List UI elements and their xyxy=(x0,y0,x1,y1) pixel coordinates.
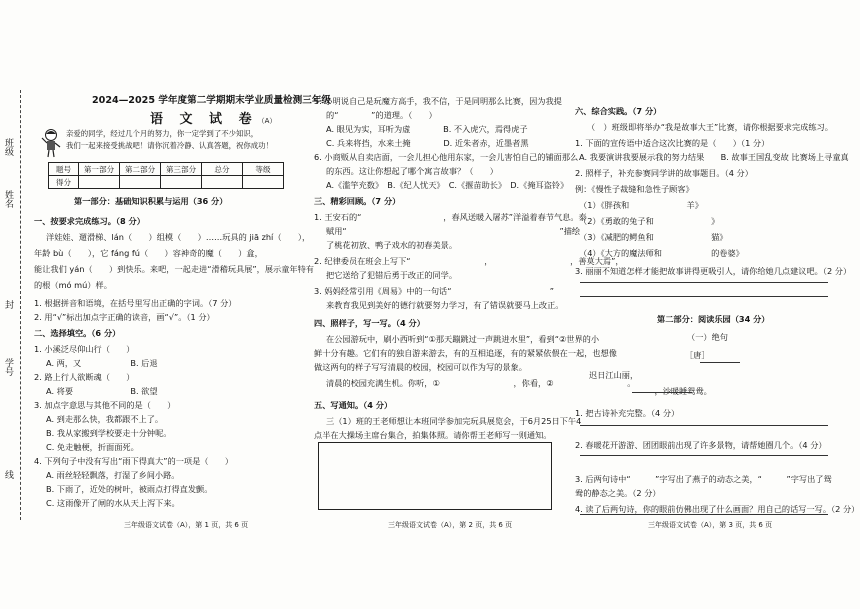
score-header-cell: 第二部分 xyxy=(120,163,161,176)
page-footer-1: 三年级语文试卷（A），第 1 页，共 6 页 xyxy=(124,521,249,529)
column-page-3 xyxy=(575,94,860,534)
q2-continued-line: 6. 小商贩从自卖店面，一会儿担心他用东家，一会儿害怕自己的铺面那么 xyxy=(314,152,579,162)
q3-line: 把它送给了犯错后勇于改正的同学。 xyxy=(326,270,458,280)
score-header-cell: 第一部分 xyxy=(79,163,120,176)
poem-author-blank[interactable] xyxy=(700,362,740,363)
q6-intro: （ ）班级即将举办“我是故事大王”比赛，请你根据要求完成练习。 xyxy=(587,122,833,132)
side-label-line: 线 xyxy=(3,470,13,479)
q1-heading: 一、按要求完成练习。（8 分） xyxy=(34,216,145,226)
poem-dynasty: ［唐］ xyxy=(685,350,710,360)
page-footer-3: 三年级语文试卷（A），第 3 页，共 6 页 xyxy=(648,521,773,529)
answer-line[interactable] xyxy=(580,296,828,297)
q3-line: 赋用“ ”描绘 xyxy=(326,226,581,236)
q2-continued-line: 的东西。这让你想起了哪个寓言故事？（ ） xyxy=(326,166,498,176)
q3-heading: 三、精彩回顾。（7 分） xyxy=(314,196,401,206)
side-label-class: 班级 xyxy=(3,138,13,156)
q6-line: （2）《勇敢的兔子和 》 xyxy=(579,216,720,226)
q6-line: （4）《大方的魔法师和 的卷婆》 xyxy=(579,248,744,258)
answer-line[interactable] xyxy=(580,425,828,426)
reading-question: 3. 后两句诗中“ ”字写出了燕子的动态之美，“ ”字写出了鸳 xyxy=(575,474,832,484)
q6-line: 1. 下面的宣传语中适合这次比赛的是（ ）（1 分） xyxy=(575,138,770,148)
q1-sub-1: 1. 根据拼音和语境，在括号里写出正确的字词。（7 分） xyxy=(34,298,237,308)
q3-line: 3. 妈妈经常引用《周易》中的一句话“ ” xyxy=(314,286,554,296)
q3-line: 2. 纪律委员在班会上写下“ ， ，善莫大焉”， xyxy=(314,256,624,266)
q6-line: 2. 照样子，补充参赛同学讲的故事题目。（4 分） xyxy=(575,168,753,178)
q2-line: 2. 路上行人欲断魂（ ） xyxy=(34,372,135,382)
passage-line: 洋娃娃、遛滑梯、lán（ ）组模（ ）……玩具的 jiā zhí（ ）， xyxy=(46,232,311,242)
exam-title: 2024—2025 学年度第二学期期末学业质量检测三年级 xyxy=(92,95,332,106)
binding-strip xyxy=(0,90,28,520)
notice-writing-box[interactable] xyxy=(318,442,552,510)
part2-heading: 第二部分：阅读乐园（34 分） xyxy=(657,314,770,324)
subject-title: 语 文 试 卷（A） xyxy=(150,112,277,127)
score-row-label: 得分 xyxy=(49,176,79,189)
column-page-1 xyxy=(34,80,314,520)
q2-line: 3. 加点字意思与其他不同的是（ ） xyxy=(34,400,176,410)
q2-line: C. 这雨像开了闸的水从天上泻下来。 xyxy=(46,498,180,508)
binding-dashed-line xyxy=(20,90,21,520)
q4-heading: 四、照样子，写一写。（4 分） xyxy=(314,318,425,328)
q6-line: A. 我要演讲我要展示我的努力结果 B. 故事王国乱变故 比赛场上寻童真 xyxy=(579,152,849,162)
q5-heading: 五、写通知。（4 分） xyxy=(314,400,393,410)
q5-text-line: 点半在大操场主席台集合，拍集体照。请你帮王老师写一则通知。 xyxy=(314,430,552,440)
passage-line: 能让我们 yán（ ）到快乐。来吧，一起走进“滑稽玩具展”，展示童年特有 xyxy=(34,264,314,274)
q3-line: 1. 王安石的“ ，春风送暖入屠苏”洋溢着春节气息。泰 xyxy=(314,212,587,222)
q6-line: （1）《胖孩和 羊》 xyxy=(579,200,703,210)
q2-heading: 二、选择填空。（6 分） xyxy=(34,328,121,338)
reading-section-title: （一）绝句 xyxy=(687,332,728,342)
passage-line: 年龄 bù（ ），它 fáng fú（ ）容神奇的魔（ ）盒， xyxy=(34,248,263,258)
q2-line: A. 雨丝轻轻飘落，打湿了乡间小路。 xyxy=(46,470,180,480)
q2-continued-line: 的“ ”的道理。（ ） xyxy=(326,110,437,120)
reading-question: 4. 读了后两句诗，你的眼前仿佛出现了什么画面？用自己的话写一写。（2 分） xyxy=(575,504,860,514)
q2-line: A. 两，又 B. 后退 xyxy=(46,358,158,368)
answer-line[interactable] xyxy=(580,282,828,283)
score-header-cell: 总分 xyxy=(202,163,243,176)
reading-question: 鸯的静态之美。（2 分） xyxy=(575,488,661,498)
q2-line: A. 到走那么快，我都跟不上了。 xyxy=(46,414,164,424)
reading-question: 1. 把古诗补充完整。（4 分） xyxy=(575,408,680,418)
q6-line: 3. 丽丽不知道怎样才能把故事讲得更吸引人，请你给她几点建议吧。（2 分） xyxy=(575,266,852,276)
answer-line[interactable] xyxy=(580,514,828,515)
score-header-cell: 等级 xyxy=(243,163,284,176)
q1-sub-2: 2. 用“√”标出加点字正确的读音，画“√”。（1 分） xyxy=(34,312,215,322)
q2-continued-line: A.《滥竽充数》 B.《纪人忧天》 C.《揠苗助长》 D.《掩耳盗铃》 xyxy=(326,180,569,190)
side-label-id: 学号 xyxy=(3,358,13,376)
q4-line: 做这两句的样子写写清晨的校园，校园可以作为写的景象。 xyxy=(314,362,527,372)
q4-line: 在公园游玩中，刷小西听到“①那天蹦跳过一声跳进水里”，看到“②世界的小 xyxy=(326,334,600,344)
q2-continued-line: C. 兵来将挡，水来土掩 D. 近朱者赤，近墨者黑 xyxy=(326,138,529,148)
q3-line: 来教育我见到美好的德行就要努力学习，有了错误就要马上改正。 xyxy=(326,300,564,310)
q2-continued-line: 5. 小明说自己是玩魔方高手，我不信，于是同明那么比赛，因为我提 xyxy=(314,96,562,106)
page-footer-2: 三年级语文试卷（A），第 2 页，共 6 页 xyxy=(388,521,513,529)
message-line: 我们一起来接受挑战吧！请你沉着冷静、认真答题，祝你成功！ xyxy=(66,141,273,150)
reading-question: 2. 春暖花开游游、团团眼前出现了许多景物，请帮她圈几个。（4 分） xyxy=(575,440,827,450)
poem-line: 迟日江山丽， xyxy=(589,370,639,380)
score-header-cell: 第三部分 xyxy=(161,163,202,176)
q4-line: 清晨的校园充满生机。你听，① ，你看，② 。 xyxy=(326,378,636,388)
score-header-cell: 题号 xyxy=(49,163,79,176)
side-label-seal: 封 xyxy=(3,300,13,309)
q6-line: 例：《慢性子裁缝和急性子顾客》 xyxy=(575,184,694,194)
message-line: 亲爱的同学，经过几个月的努力，你一定学到了不少知识， xyxy=(66,129,259,138)
side-label-name: 姓名 xyxy=(3,190,13,208)
poem-line: ，沙暖睡鸳鸯。 xyxy=(589,386,712,396)
q4-line: 鲜十分有趣。它们有的独自游来游去，有的互相追逐，有的紧紧依偎在一起，也想像 xyxy=(314,348,617,358)
q2-line: B. 我从家搬到学校要走十分钟呢。 xyxy=(46,428,172,438)
part1-heading: 第一部分：基础知识积累与运用（36 分） xyxy=(74,196,228,206)
q6-line: （3）《减肥的鳄鱼和 猫》 xyxy=(579,232,728,242)
q2-line: C. 免走触梗，折面面死。 xyxy=(46,442,139,452)
q2-continued-line: A. 眼见为实，耳听为虚 B. 不入虎穴，焉得虎子 xyxy=(326,124,528,134)
q2-line: B. 下雨了，近处的树叶，被雨点打得直发颤。 xyxy=(46,484,213,494)
q6-heading: 六、综合实践。（7 分） xyxy=(575,106,662,116)
q2-line: 1. 小溪泛尽仰山行（ ） xyxy=(34,344,135,354)
passage-line: 的根（mó mú）样。 xyxy=(34,280,112,290)
version-label: （A） xyxy=(257,117,277,125)
poem-blank[interactable] xyxy=(632,392,692,393)
q5-text-line: 三（1）班的王老师想让本班同学参加完玩具展览会，于6月25日下午4 xyxy=(326,416,582,426)
q2-line: 4. 下列句子中没有写出“雨下得真大”的一项是（ ） xyxy=(34,456,234,466)
answer-line[interactable] xyxy=(580,455,828,456)
q3-line: 了桃花初放、鸭子戏水的初春美景。 xyxy=(326,240,458,250)
q2-line: A. 将要 B. 欲望 xyxy=(46,386,158,396)
